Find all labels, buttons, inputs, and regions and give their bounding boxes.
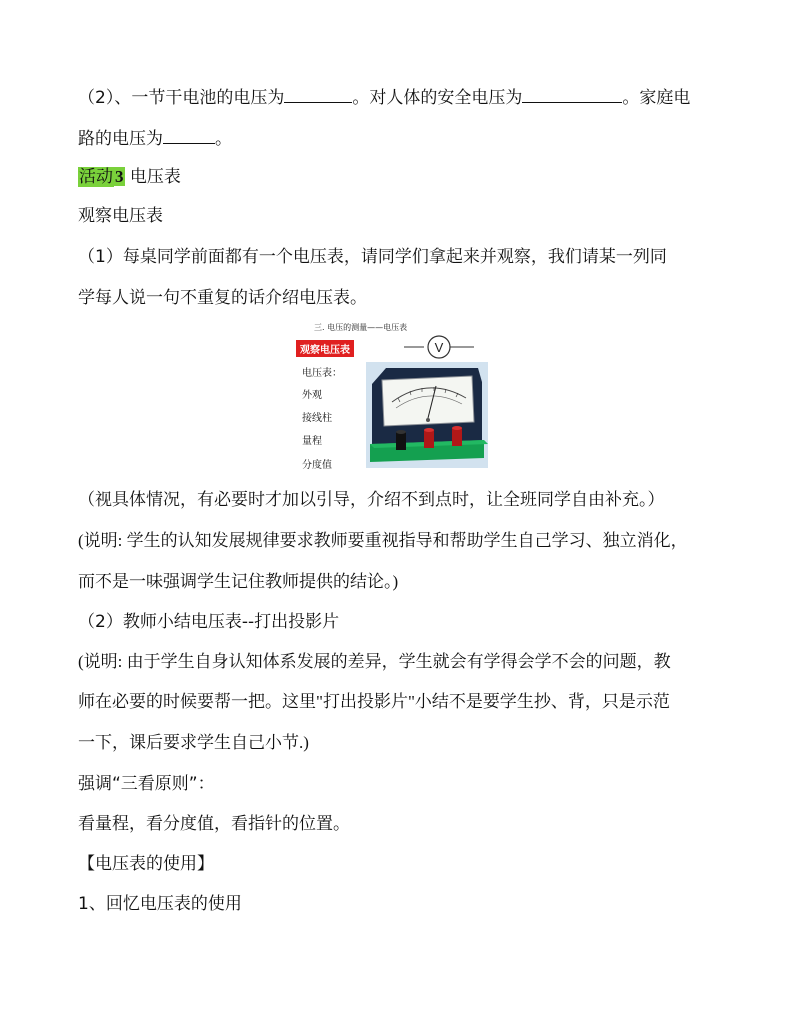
text: 。家庭电 (622, 88, 691, 108)
slide-label: 外观 (302, 390, 322, 401)
note2-line3: 一下，课后要求学生自己小节.) (78, 733, 309, 752)
question1-line2: 学每人说一句不重复的话介绍电压表。 (78, 288, 367, 308)
note1-line1: (说明: 学生的认知发展规律要求教师要重视指导和帮助学生自己学习、独立消化， (78, 531, 688, 550)
voltmeter-photo (366, 362, 488, 468)
voltmeter-icon (366, 362, 488, 468)
slide-title: 三. 电压的测量——电压表 (314, 323, 408, 332)
question2: （2）教师小结电压表--打出投影片 (78, 612, 340, 632)
activity-title: 电压表 (124, 167, 181, 187)
note2-line2: 师在必要的时候要帮一把。这里"打出投影片"小结不是要学生抄、背，只是示范 (78, 692, 670, 711)
voltmeter-symbol-icon (404, 334, 474, 360)
recall-line: 1、回忆电压表的使用 (78, 894, 242, 914)
activity-heading (78, 166, 181, 188)
text: 。 (215, 129, 232, 149)
slide-label: 接线柱 (302, 413, 332, 424)
symbol-letter: V (434, 340, 444, 355)
voltage-question-line1 (78, 84, 690, 109)
section-heading: 【电压表的使用】 (78, 854, 214, 874)
blank-home-voltage[interactable] (163, 125, 215, 144)
slide-label: 量程 (302, 436, 322, 447)
blank-safe-voltage[interactable] (522, 84, 622, 103)
text: 。对人体的安全电压为 (352, 88, 523, 108)
question1-line1: （1）每桌同学前面都有一个电压表，请同学们拿起来并观察，我们请某一列同 (78, 247, 667, 267)
note1-line2: 而不是一味强调学生记住教师提供的结论。) (78, 572, 399, 591)
observe-heading: 观察电压表 (78, 206, 163, 226)
text: 路的电压为 (78, 129, 163, 149)
blank-cell-voltage[interactable] (284, 84, 352, 103)
principle-line: 看量程，看分度值，看指针的位置。 (78, 814, 350, 834)
voltmeter-slide (294, 318, 498, 474)
emphasis-line: 强调“三看原则”： (78, 774, 215, 794)
slide-label: 分度值 (302, 460, 332, 471)
slide-badge: 观察电压表 (296, 340, 354, 357)
activity-word: 活动 (79, 167, 113, 187)
activity-number: 3 (115, 167, 124, 186)
guide-note: （视具体情况，有必要时才加以引导，介绍不到点时，让全班同学自由补充。） (78, 490, 665, 510)
text: （2）、一节干电池的电压为 (78, 88, 285, 108)
note2-line1: (说明: 由于学生自身认知体系发展的差异，学生就会有学得会学不会的问题，教 (78, 652, 671, 671)
slide-label: 电压表： (302, 368, 342, 379)
voltage-question-line2 (78, 125, 232, 150)
